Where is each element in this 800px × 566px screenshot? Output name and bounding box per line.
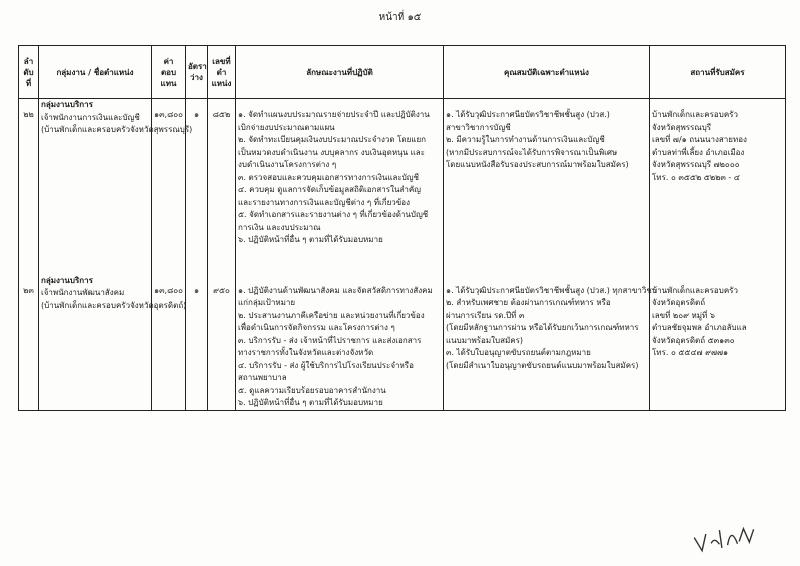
spacer [652, 99, 783, 109]
apply-place-line: โทร. ๐ ๕๕๔๗ ๙๗๗๑ [652, 348, 729, 357]
qualification-line: แนบมาพร้อมใบสมัคร) [446, 335, 524, 345]
position-no-value: ๙๕๐ [213, 285, 230, 295]
duty-line: ๕. จัดทำเอกสารและรายงานต่าง ๆ ที่เกี่ยวข้องด้านบัญชี [238, 210, 429, 219]
qualification-line: (โดยมีหลักฐานการผ่าน หรือได้รับยกเว้นการเกณฑ์ทหาร [446, 323, 639, 332]
duty-line: ๒. ประสานงานภาคีเครือข่าย และหน่วยงานที่เกี่ยวข้อง [238, 310, 425, 320]
qualification-line: ๒. มีความรู้ในการทำงานด้านการเงินและบัญชี [446, 135, 605, 144]
apply-place-line: โทร. ๐ ๓๕๕๒ ๕๒๒๓ - ๔ [652, 172, 740, 182]
qualification-line: (หากมีประสบการณ์จะได้รับการพิจารณาเป็นพิเศษ [446, 147, 618, 157]
spacer [446, 99, 647, 109]
gap-cell [444, 247, 650, 275]
spacer [652, 275, 783, 285]
spacer [238, 275, 441, 285]
duty-line: เบิกจ่ายงบประมาณตามแผน [238, 122, 335, 132]
apply-place-line: จังหวัดสุพรรณบุรี ๗๒๐๐๐ [652, 160, 740, 169]
apply-place-line: จังหวัดอุตรดิตถ์ [652, 298, 706, 307]
qualifications-cell [444, 99, 650, 247]
rate-value: ๑ [193, 285, 200, 295]
qualification-line: ๑. ได้รับวุฒิประกาศนียบัตรวิชาชีพชั้นสูง (ปวส.) [446, 110, 610, 119]
rate-cell [186, 275, 208, 411]
apply-place-line: ตำบลชัยจุมพล อำเภอลับแล [652, 323, 747, 332]
gap-cell [208, 247, 236, 275]
salary-value: ๑๓,๘๐๐ [154, 285, 184, 295]
header-group: กลุ่มงาน / ชื่อตำแหน่ง [39, 46, 152, 99]
header-salary: ค่า ตอบ แทน [152, 46, 186, 99]
gap-cell [152, 247, 186, 275]
spacer [446, 275, 647, 285]
spacer [188, 275, 205, 285]
order-cell [19, 275, 39, 411]
position-name-line: (บ้านพักเด็กและครอบครัวจังหวัดสุพรรณบุรี) [41, 125, 193, 134]
apply-place-line: เลขที่ ๒๐๙ หมู่ที่ ๖ [652, 310, 715, 320]
salary-cell [152, 275, 186, 411]
gap-cell [39, 247, 152, 275]
apply-place-line: ตำบลท่าพี่เลี้ยง อำเภอเมือง [652, 147, 745, 157]
qualification-line: สาขาวิชาการบัญชี [446, 122, 511, 132]
apply-place-line: จังหวัดสุพรรณบุรี [652, 122, 712, 132]
position-no-cell [208, 275, 236, 411]
salary-value: ๑๓,๘๐๐ [154, 110, 184, 119]
qualifications-cell [444, 275, 657, 411]
duty-line: ๕. ดูแลความเรียบร้อยรอบอาคารสำนักงาน [238, 385, 386, 395]
qualification-line: ๒. สำหรับเพศชาย ต้องผ่านการเกณฑ์ทหาร หรือ [446, 298, 611, 307]
spacer [154, 275, 183, 285]
apply-place-line: จังหวัดอุตรดิตถ์ ๕๓๑๓๐ [652, 335, 735, 345]
qualification-line: (โดยมีสำเนาใบอนุญาตขับรถยนต์แนบมาพร้อมใบสมัคร) [446, 360, 639, 370]
duty-line: ๓. ตรวจสอบและควบคุมเอกสารทางการเงินและบัญชี [238, 172, 420, 182]
table-row [19, 275, 786, 411]
duty-line: งบดำเนินงานโครงการต่าง ๆ [238, 160, 337, 169]
apply-place-line: เลขที่ ๗/๑ ถนนนางสายทอง [652, 135, 747, 144]
duty-line: และรายงานทางการเงินและบัญชีต่าง ๆ ที่เกี่ยวข้อง [238, 197, 410, 207]
qualification-line: โดยแนบหนังสือรับรองประสบการณ์มาพร้อมใบสมัคร) [446, 160, 629, 169]
header-order: ลำ ดับ ที่ [19, 46, 39, 99]
order-number: ๒๒ [23, 110, 34, 119]
duty-line: ทางราชการทั้งในจังหวัดและต่างจังหวัด [238, 348, 374, 357]
duties-cell [236, 99, 444, 247]
salary-cell [152, 99, 186, 247]
rate-value: ๑ [193, 110, 200, 119]
duties-cell [236, 275, 444, 411]
duty-line: ๔. ควบคุม ดูแลการจัดเก็บข้อมูลสถิติเอกสารในสำคัญ [238, 185, 421, 194]
apply-place-line: บ้านพักเด็กและครอบครัว [652, 110, 738, 119]
row-gap [19, 247, 786, 275]
duty-line: ๔. บริการรับ - ส่ง ผู้ใช้บริการไปโรงเรียนประจำหรือ [238, 360, 414, 370]
gap-cell [650, 247, 786, 275]
page-number: หน้าที่ ๑๕ [378, 12, 422, 23]
duty-line: ๑. ปฏิบัติงานด้านพัฒนาสังคม และจัดสวัสดิการทางสังคม [238, 285, 433, 295]
position-name-line: เจ้าพนักงานพัฒนาสังคม [41, 288, 125, 297]
spacer [210, 99, 233, 109]
spacer [21, 275, 36, 285]
header-apply-place: สถานที่รับสมัคร [650, 46, 786, 99]
position-no-value: ๘๕๒ [212, 110, 231, 119]
duty-line: เป็นหมวดงบดำเนินงาน งบบุคลากร งบเงินอุดหนุน และ [238, 147, 425, 157]
header-position-no: เลขที่ ตำ แหน่ง [208, 46, 236, 99]
group-title: กลุ่มงานบริการ [41, 275, 93, 285]
header-rate: อัตรา ว่าง [186, 46, 208, 99]
duty-line: เพื่อดำเนินการจัดกิจกรรม และโครงการต่าง ๆ [238, 323, 395, 332]
group-title: กลุ่มงานบริการ [41, 100, 93, 109]
gap-cell [186, 247, 208, 275]
spacer [210, 275, 233, 285]
apply-place-cell [650, 275, 786, 411]
spacer [238, 99, 441, 109]
duty-line: ๓. บริการรับ - ส่ง เจ้าหน้าที่ไปราชการ และส่งเอกสาร [238, 335, 422, 345]
header-qualifications: คุณสมบัติเฉพาะตำแหน่ง [444, 46, 650, 99]
table-header-row [19, 46, 786, 99]
qualification-line: ๓. ได้รับใบอนุญาตขับรถยนต์ตามกฎหมาย [446, 348, 591, 357]
position-no-cell [208, 99, 236, 247]
duty-line: การเงิน และงบประมาณ [238, 222, 321, 232]
apply-place-cell [650, 99, 786, 247]
header-duties: ลักษณะงานที่ปฏิบัติ [236, 46, 444, 99]
qualification-line: ผ่านการเรียน รด.ปีที่ ๓ [446, 310, 525, 320]
position-name-line: เจ้าพนักงานการเงินและบัญชี [41, 112, 140, 122]
spacer [21, 99, 36, 109]
positions-table [18, 45, 786, 411]
position-name-line: (บ้านพักเด็กและครอบครัวจังหวัดอุตรดิตถ์) [41, 300, 187, 310]
table-row [19, 99, 786, 247]
order-cell [19, 99, 39, 247]
duty-line: สถานพยาบาล [238, 373, 287, 382]
duty-line: ๒. จัดทำทะเบียนคุมเงินงบประมาณประจำงวด โดยแยก [238, 135, 426, 144]
positions-table-wrapper [18, 45, 785, 560]
gap-cell [19, 247, 39, 275]
order-number: ๒๓ [23, 285, 34, 295]
duty-line: ๑. จัดทำแผนงบประมาณรายจ่ายประจำปี และปฏิบัติงาน [238, 110, 430, 119]
rate-cell [186, 99, 208, 247]
duty-line: ๖. ปฏิบัติหน้าที่อื่น ๆ ตามที่ได้รับมอบหมาย [238, 398, 383, 407]
spacer [154, 99, 183, 109]
duty-line: แก่กลุ่มเป้าหมาย [238, 298, 296, 307]
gap-cell [236, 247, 444, 275]
qualification-line: ๑. ได้รับวุฒิประกาศนียบัตรวิชาชีพชั้นสูง (ปวส.) ทุกสาขาวิชา [446, 285, 657, 295]
spacer [188, 99, 205, 109]
duty-line: ๖. ปฏิบัติหน้าที่อื่น ๆ ตามที่ได้รับมอบหมาย [238, 235, 383, 244]
apply-place-line: บ้านพักเด็กและครอบครัว [652, 285, 738, 295]
